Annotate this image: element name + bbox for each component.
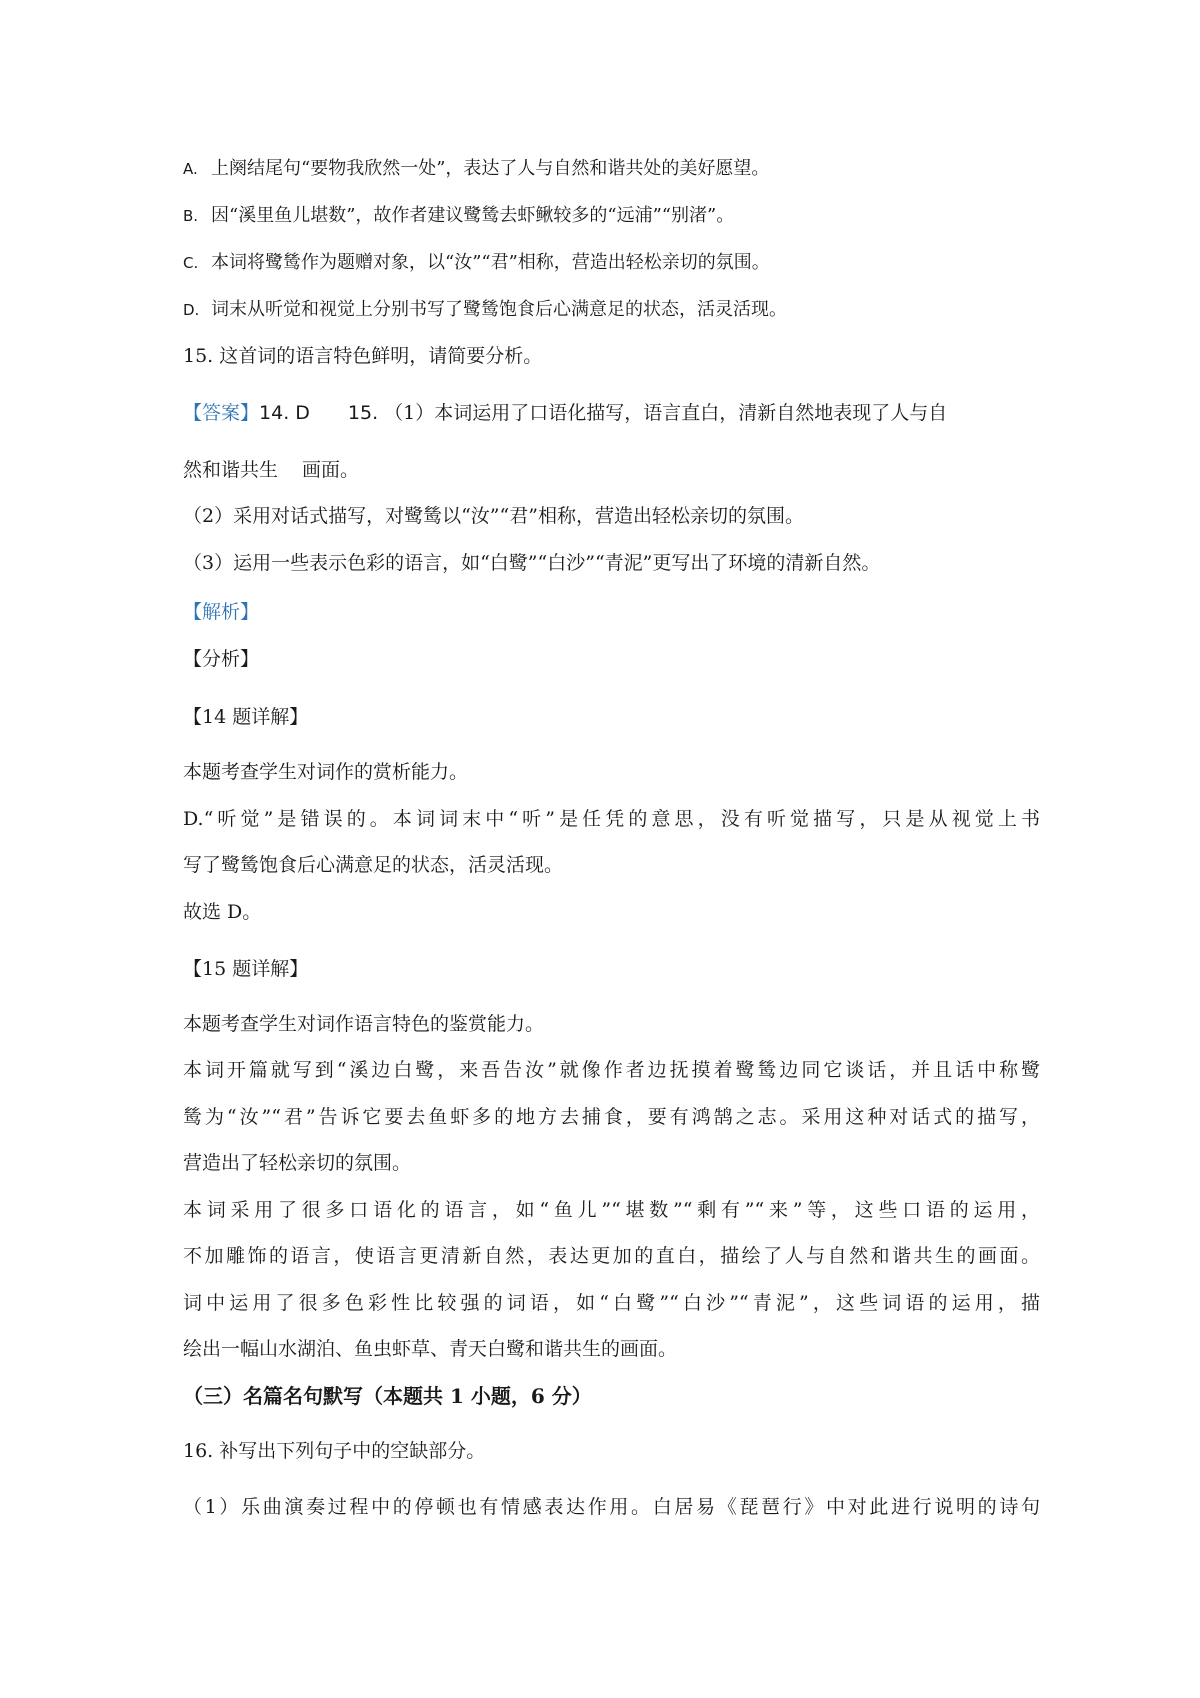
option-text: 上阕结尾句“要物我欣然一处”，表达了人与自然和谐共处的美好愿望。 <box>211 158 770 179</box>
answer-15-p1-line2a: 然和谐共生 <box>183 459 279 481</box>
answer-15-p2: （2）采用对话式描写，对鹭鸶以“汝”“君”相称，营造出轻松亲切的氛围。 <box>183 505 804 527</box>
option-letter: C. <box>183 254 199 272</box>
analysis-tag: 【解析】 <box>183 601 260 623</box>
option-letter: B. <box>183 207 199 225</box>
answer-15-num: 15. <box>347 402 379 424</box>
detail-15-line-3: 鸶为“汝”“君”告诉它要去鱼虾多的地方去捕食，要有鸿鹄之志。采用这种对话式的描写， <box>183 1106 1040 1128</box>
option-b <box>183 205 1040 228</box>
option-letter: D. <box>183 301 200 319</box>
answer-15-p3: （3）运用一些表示色彩的语言，如“白鹭”“白沙”“青泥”更写出了环境的清新自然。 <box>183 552 881 574</box>
detail-14-line-1: 本题考查学生对词作的赏析能力。 <box>183 761 469 783</box>
option-text: 词末从听觉和视觉上分别书写了鹭鸶饱食后心满意足的状态，活灵活现。 <box>211 299 787 320</box>
answer-14: 14. D <box>259 402 310 424</box>
detail-14-title: 【14 题详解】 <box>183 706 309 728</box>
detail-14-line-2: D.“听觉”是错误的。本词词末中“听”是任凭的意思，没有听觉描写，只是从视觉上书 <box>183 808 1040 830</box>
fenxi-heading: 【分析】 <box>183 648 260 670</box>
question-16: 16. 补写出下列句子中的空缺部分。 <box>183 1440 486 1462</box>
detail-15-line-5: 本词采用了很多口语化的语言，如“鱼儿”“堪数”“剩有”“来”等，这些口语的运用， <box>183 1199 1040 1221</box>
section-3-heading: （三）名篇名句默写（本题共 1 小题，6 分） <box>183 1384 592 1408</box>
option-text: 因“溪里鱼儿堪数”，故作者建议鹭鸶去虾鳅较多的“远浦”“别渚”。 <box>211 205 735 226</box>
option-d <box>183 299 1040 322</box>
option-text: 本词将鹭鸶作为题赠对象，以“汝”“君”相称，营造出轻松亲切的氛围。 <box>211 252 770 273</box>
detail-15-line-2: 本词开篇就写到“溪边白鹭，来吾告汝”就像作者边抚摸着鹭鸶边同它谈话，并且话中称鹭 <box>183 1059 1040 1081</box>
answer-tag: 【答案】 <box>183 402 260 424</box>
question-15: 15. 这首词的语言特色鲜明，请简要分析。 <box>183 345 543 367</box>
option-a <box>183 158 1040 181</box>
detail-15-line-4: 营造出了轻松亲切的氛围。 <box>183 1152 412 1174</box>
detail-15-line-1: 本题考查学生对词作语言特色的鉴赏能力。 <box>183 1013 545 1035</box>
detail-15-line-7: 词中运用了很多色彩性比较强的词语，如“白鹭”“白沙”“青泥”，这些词语的运用，描 <box>183 1292 1040 1314</box>
answer-15-p1-line2b: 画面。 <box>302 459 360 481</box>
answer-line-1 <box>183 402 1040 426</box>
detail-15-line-8: 绘出一幅山水湖泊、鱼虫虾草、青天白鹭和谐共生的画面。 <box>183 1338 678 1360</box>
detail-15-title: 【15 题详解】 <box>183 958 309 980</box>
detail-14-line-3: 写了鹭鸶饱食后心满意足的状态，活灵活现。 <box>183 854 564 876</box>
option-letter: A. <box>183 160 198 178</box>
option-c <box>183 252 1040 275</box>
answer-15-p1-line1: （1）本词运用了口语化描写，语言直白，清新自然地表现了人与自 <box>384 402 948 424</box>
question-16-1: （1）乐曲演奏过程中的停顿也有情感表达作用。白居易《琵琶行》中对此进行说明的诗句 <box>183 1496 1040 1518</box>
detail-14-line-4: 故选 D。 <box>183 901 262 923</box>
answer-line-2 <box>183 459 1040 483</box>
detail-15-line-6: 不加雕饰的语言，使语言更清新自然，表达更加的直白，描绘了人与自然和谐共生的画面。 <box>183 1245 1040 1267</box>
